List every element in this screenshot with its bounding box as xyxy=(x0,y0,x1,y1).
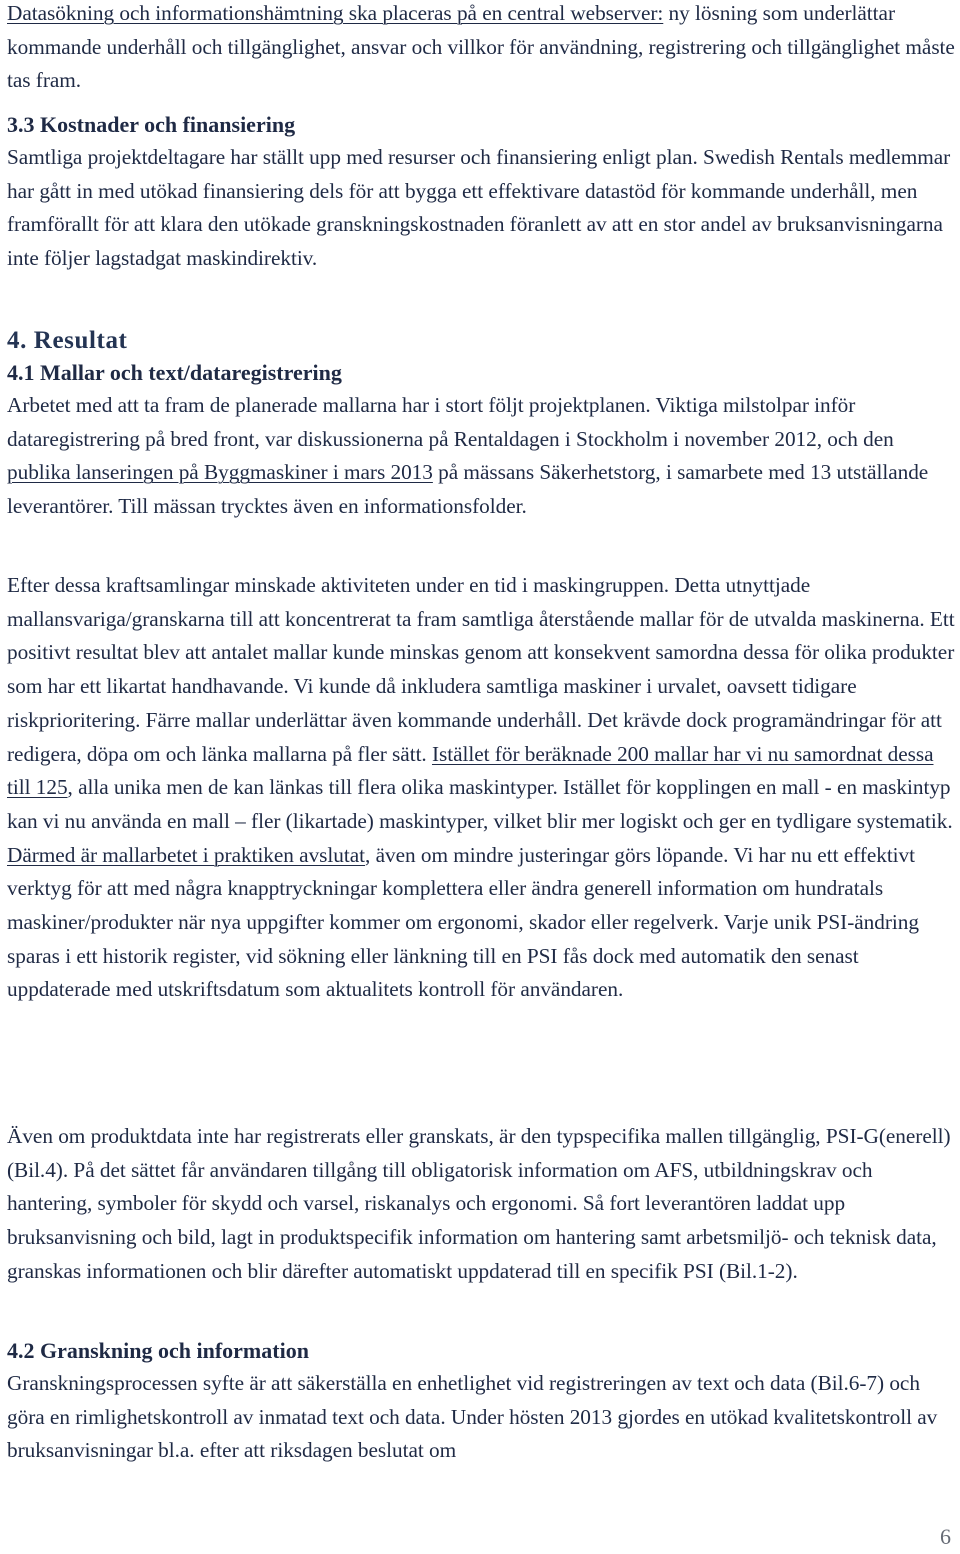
section-3-3-heading: 3.3 Kostnader och finansiering xyxy=(7,112,296,137)
section-4-1-heading: 4.1 Mallar och text/dataregistrering xyxy=(7,360,342,385)
intro-underlined-text: Datasökning och informationshämtning ska placeras på en central webserver: xyxy=(7,1,664,25)
section-4-2-paragraph: Granskningsprocessen syfte är att säkerställa en enhetlighet vid registreringen av text och data (Bil.6-7) och göra en rimlighetskontroll av inmatad text och data. Under hösten 2013 gjordes en utökad kvalitetskontroll av bruksanvisningar bl.a. efter att riksdagen beslutat om xyxy=(7,1371,938,1463)
section-4-1-paragraph-1 xyxy=(7,389,957,524)
p2-text-b: , alla unika men de kan länkas till flera olika maskintyper. Istället för kopplingen en mall - en maskintyp kan vi nu använda en mall – fler (likartade) maskintyper, vilket blir mer logiskt och ger en tydligare systematik. xyxy=(7,775,953,833)
intro-text: ny lösning som underlättar kommande underhåll och tillgänglighet, ansvar och villkor för användning, registrering och tillgänglighet måste tas fram. xyxy=(7,1,955,93)
intro-paragraph xyxy=(7,0,957,98)
section-4-1-paragraph-2 xyxy=(7,569,957,1007)
section-4-heading: 4. Resultat xyxy=(7,327,128,354)
p2-text-a: Efter dessa kraftsamlingar minskade aktiviteten under en tid i maskingruppen. Detta utnyttjade mallansvariga/granskarna till att koncentrerat ta fram samtliga återstående mallar för de utvalda maskinerna. Ett positivt resultat blev att antalet mallar kunde minskas genom att konsekvent samordna dessa för olika produkter som har ett likartat handhavande. Vi kunde då inkludera samtliga maskiner i urvalet, oavsett tidigare riskprioritering. Färre mallar underlättar även kommande underhåll. Det krävde dock programändringar för att redigera, döpa om och länka mallarna på fler sätt. xyxy=(7,573,955,766)
page-number: 6 xyxy=(940,1524,951,1549)
p2-underlined-text-1: Istället för beräknade 200 mallar har vi nu samordnat dessa till 125 xyxy=(7,741,934,800)
p1-underlined-text: publika lanseringen på Byggmaskiner i mars 2013 xyxy=(7,460,433,485)
p1-text-a: Arbetet med att ta fram de planerade mallarna har i stort följt projektplanen. Viktiga milstolpar inför dataregistrering på bred front, var diskussionerna på Rentaldagen i Stockholm i november 2012, och den xyxy=(7,393,894,451)
p2-text-c: , även om mindre justeringar görs löpande. Vi har nu ett effektivt verktyg för att med några knapptryckningar komplettera eller ändra generell information om hundratals maskiner/produkter när nya uppgifter kommer om ergonomi, skador eller regelverk. Varje unik PSI-ändring sparas i ett historik register, vid sökning eller länkning till en PSI fås dock med automatik den senast uppdaterade med utskriftsdatum som aktualitets kontroll för användaren. xyxy=(7,842,919,1002)
section-3-3-paragraph: Samtliga projektdeltagare har ställt upp med resurser och finansiering enligt plan. Swedish Rentals medlemmar har gått in med utökad finansiering dels för att bygga ett effektivare datastöd för kommande underhåll, men framförallt för att klara den utökade granskningskostnaden föranlett av att en stor andel av bruksanvisningarna inte följer lagstadgat maskindirektiv. xyxy=(7,145,951,271)
section-4-2-heading: 4.2 Granskning och information xyxy=(7,1338,309,1363)
section-4-1-paragraph-3: Även om produktdata inte har registrerats eller granskats, är den typspecifika mallen tillgänglig, PSI-G(enerell) (Bil.4). På det sättet får användaren tillgång till obligatorisk information om AFS, utbildningskrav och hantering, symboler för skydd och varsel, riskanalys och ergonomi. Så fort leverantören laddat upp bruksanvisning och bild, lagt in produktspecifik information om hantering samt arbetsmiljö- och teknisk data, granskas informationen och blir därefter automatiskt uppdaterad till en specifik PSI (Bil.1-2). xyxy=(7,1124,951,1283)
p1-text-b: på mässans Säkerhetstorg, i samarbete med 13 utställande leverantörer. Till mässan trycktes även en informationsfolder. xyxy=(7,460,929,519)
p2-underlined-text-2: Därmed är mallarbetet i praktiken avslutat xyxy=(7,842,366,867)
